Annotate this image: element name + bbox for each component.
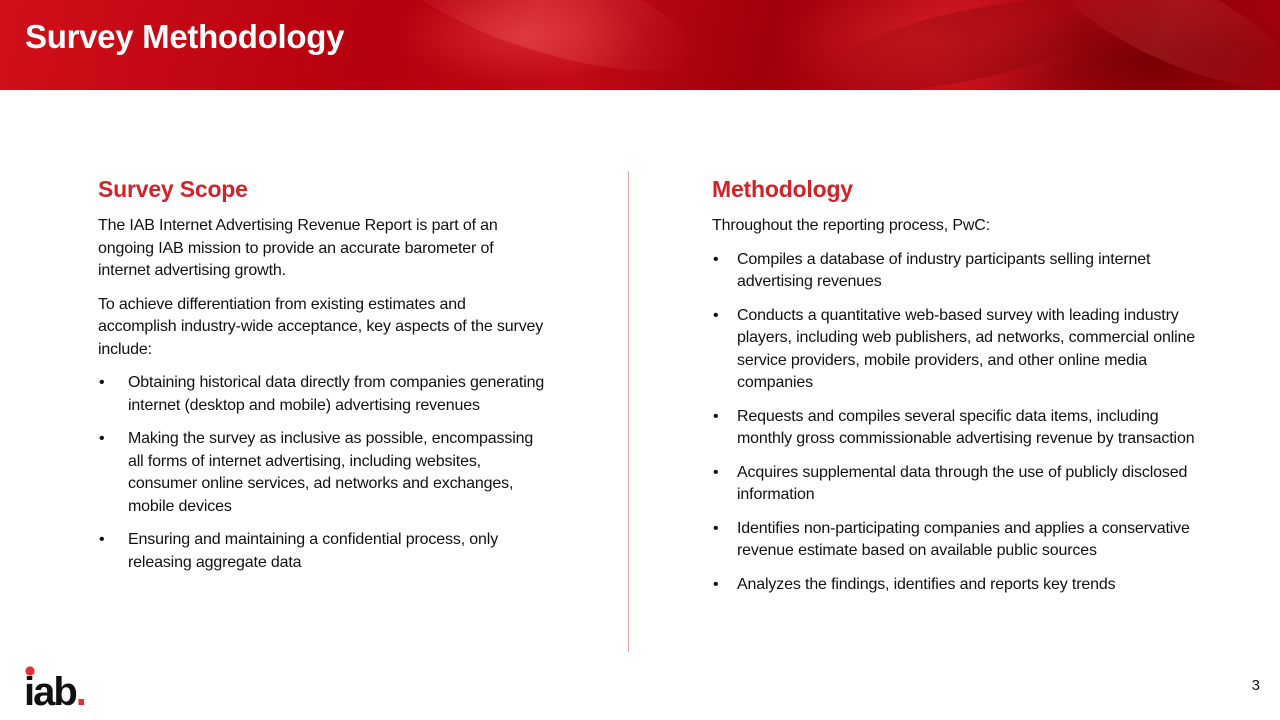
- page-number: 3: [1251, 677, 1260, 694]
- bullet-icon: •: [99, 430, 105, 447]
- survey-scope-heading: Survey Scope: [98, 176, 248, 202]
- methodology-intro: Throughout the reporting process, PwC:: [712, 217, 991, 234]
- methodology-heading: Methodology: [712, 176, 853, 202]
- list-item-text: Obtaining historical data directly from companies generating internet (desktop and mobile) advertising revenues: [128, 374, 545, 414]
- banner-decoration: [374, 0, 706, 90]
- list-item: [98, 428, 548, 518]
- list-item-text: Requests and compiles several specific data items, including monthly gross commissionable advertising revenue by transaction: [737, 407, 1195, 447]
- list-item-text: Making the survey as inclusive as possible, encompassing all forms of internet advertising, including websites, consumer online services, ad networks and exchanges, mobile devices: [128, 430, 534, 515]
- bullet-icon: •: [713, 575, 719, 593]
- list-item-text: Compiles a database of industry participants selling internet advertising revenues: [737, 250, 1151, 290]
- column-divider: [628, 171, 629, 652]
- bullet-icon: •: [713, 250, 719, 268]
- page-title: Survey Methodology: [25, 18, 345, 55]
- header-banner: [0, 0, 1280, 90]
- iab-logo-icon: [24, 664, 106, 708]
- survey-scope-paragraph: To achieve differentiation from existing estimates and accomplish industry-wide acceptance, key aspects of the survey include:: [98, 295, 544, 358]
- survey-scope-paragraph: The IAB Internet Advertising Revenue Report is part of an ongoing IAB mission to provide an accurate barometer of internet advertising growth.: [98, 217, 498, 279]
- bullet-icon: •: [99, 374, 105, 391]
- bullet-icon: •: [99, 531, 105, 548]
- list-item: [712, 305, 1202, 395]
- bullet-icon: •: [713, 463, 719, 481]
- list-item: [712, 518, 1202, 563]
- bullet-icon: •: [713, 306, 719, 324]
- list-item: [712, 462, 1202, 507]
- list-item-text: Acquires supplemental data through the use of publicly disclosed information: [737, 463, 1188, 503]
- list-item: [712, 574, 1202, 597]
- list-item-text: Ensuring and maintaining a confidential process, only releasing aggregate data: [128, 531, 499, 571]
- banner-decoration: [816, 0, 1124, 90]
- list-item: [712, 249, 1202, 294]
- list-item-text: Conducts a quantitative web-based survey with leading industry players, including web publishers, ad networks, commercial online service providers, mobile providers, and other online media companies: [737, 306, 1196, 391]
- list-item-text: Analyzes the findings, identifies and reports key trends: [737, 575, 1116, 593]
- bullet-icon: •: [713, 407, 719, 425]
- methodology-section: [712, 176, 1202, 607]
- survey-scope-bullet-list: [98, 372, 548, 574]
- logo-wordmark: iab.: [24, 670, 85, 708]
- list-item: [712, 406, 1202, 451]
- methodology-bullet-list: [712, 249, 1202, 597]
- bullet-icon: •: [713, 519, 719, 537]
- list-item-text: Identifies non-participating companies and applies a conservative revenue estimate based on available public sources: [737, 519, 1190, 559]
- list-item: [98, 372, 548, 417]
- list-item: [98, 529, 548, 574]
- survey-scope-section: [98, 176, 548, 585]
